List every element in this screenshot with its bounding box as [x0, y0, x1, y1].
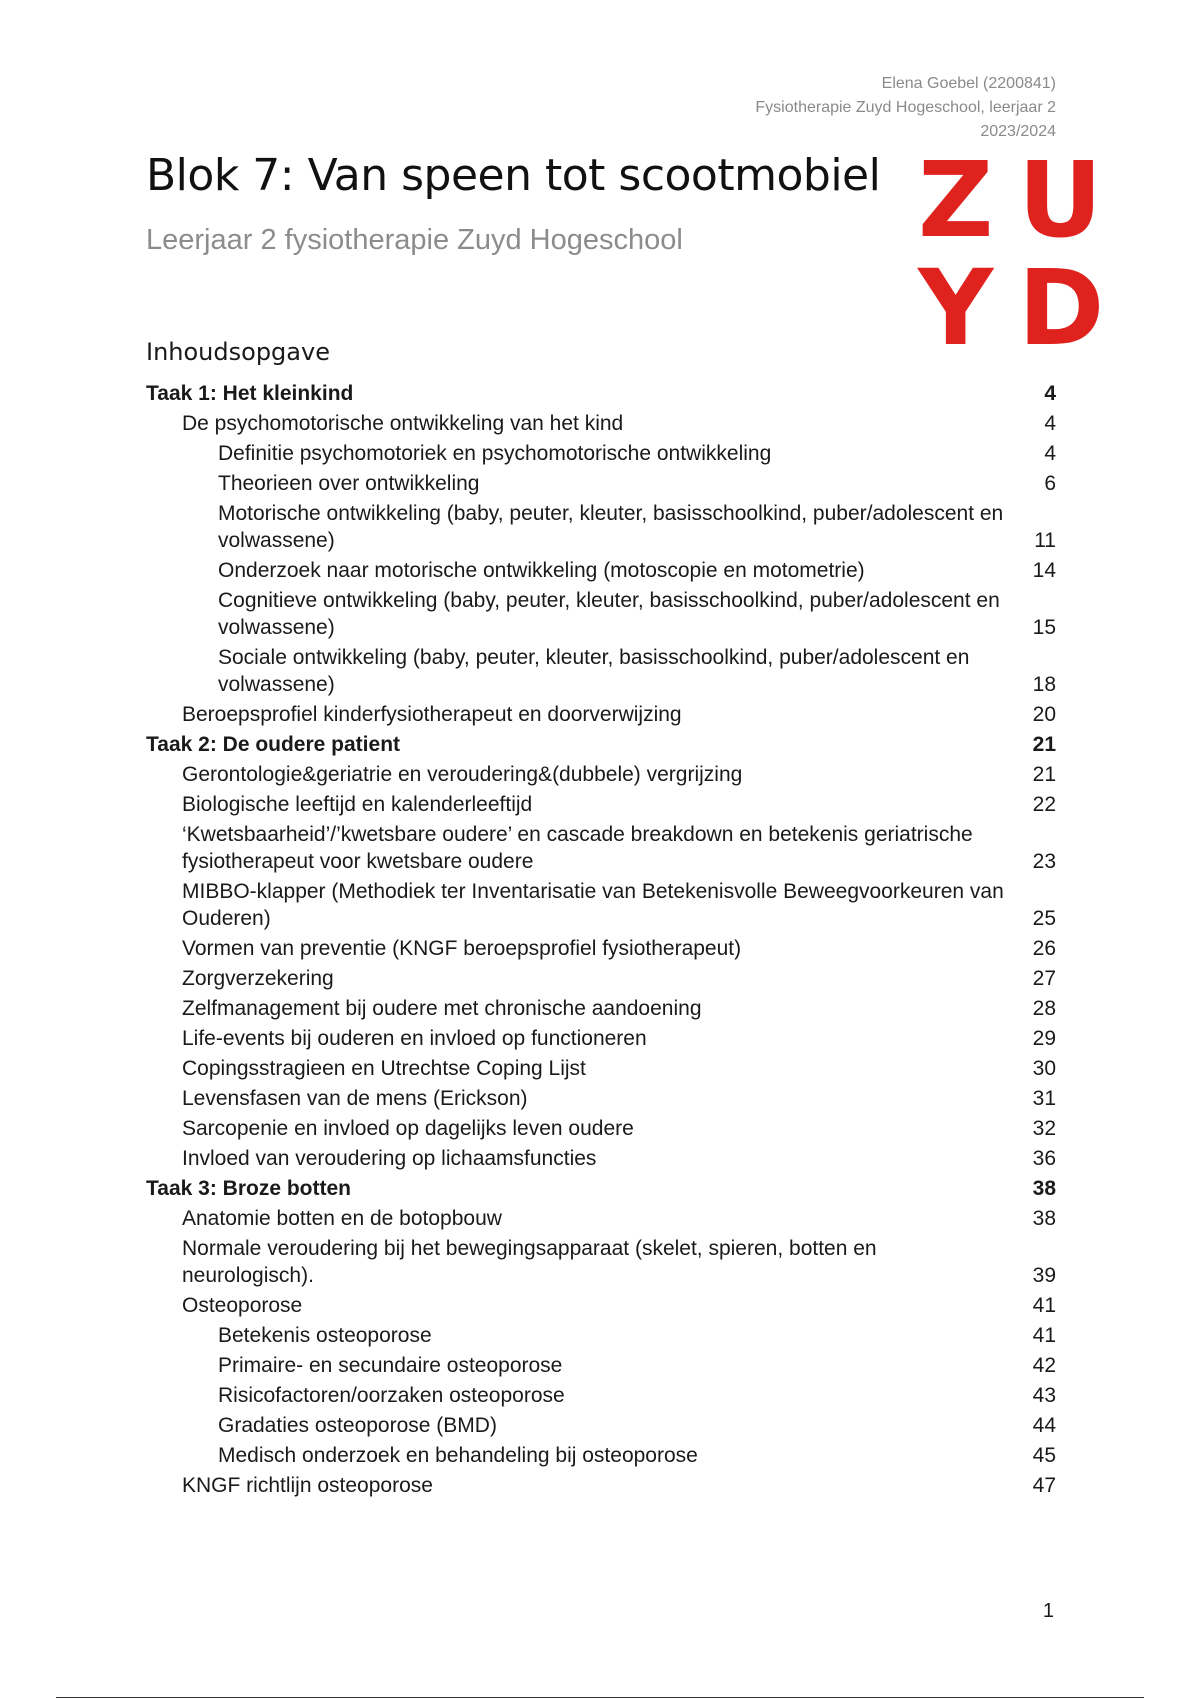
toc-entry[interactable]: [146, 761, 1056, 788]
toc-entry-page: 38: [1032, 1207, 1056, 1230]
document-meta: [755, 72, 1056, 144]
toc-entry[interactable]: [146, 1352, 1056, 1379]
toc-entry-title: Anatomie botten en de botopbouw: [182, 1207, 502, 1230]
toc-entry-page: 43: [1032, 1384, 1056, 1407]
toc-entry-page: 28: [1032, 997, 1056, 1020]
toc-entry-page: 21: [1032, 763, 1056, 786]
toc-entry-title: Taak 1: Het kleinkind: [146, 382, 354, 405]
toc-entry-title: Sarcopenie en invloed op dagelijks leven oudere: [182, 1117, 634, 1140]
logo-letter: U: [1018, 139, 1103, 261]
toc-entry-page: 36: [1032, 1147, 1056, 1170]
toc-entry-title: MIBBO-klapper (Methodiek ter Inventarisatie van Betekenisvolle Beweegvoorkeuren van Ouderen): [182, 880, 1004, 930]
toc-entry-page: 23: [1032, 850, 1056, 873]
toc-entry[interactable]: [146, 1055, 1056, 1082]
institution-line: Fysiotherapie Zuyd Hogeschool, leerjaar 2: [755, 99, 1056, 116]
toc-entry-title: Onderzoek naar motorische ontwikkeling (motoscopie en motometrie): [218, 559, 865, 582]
toc-entry[interactable]: [146, 1235, 1056, 1289]
toc-entry[interactable]: [146, 1442, 1056, 1469]
toc-entry[interactable]: [146, 1322, 1056, 1349]
toc-entry-page: 4: [1044, 442, 1056, 465]
toc-entry-title: Theorieen over ontwikkeling: [218, 472, 480, 495]
toc-entry-title: Gradaties osteoporose (BMD): [218, 1414, 497, 1437]
toc-entry-title: Invloed van veroudering op lichaamsfuncties: [182, 1147, 597, 1170]
toc-entry-title: Risicofactoren/oorzaken osteoporose: [218, 1384, 565, 1407]
toc-entry-title: Betekenis osteoporose: [218, 1324, 432, 1347]
toc-entry-page: 22: [1032, 793, 1056, 816]
toc-entry-page: 45: [1032, 1444, 1056, 1467]
toc-entry-page: 27: [1032, 967, 1056, 990]
toc-entry-page: 41: [1032, 1294, 1056, 1317]
toc-entry-page: 39: [1032, 1264, 1056, 1287]
toc-entry-page: 4: [1044, 412, 1056, 435]
toc-entry-title: De psychomotorische ontwikkeling van het kind: [182, 412, 624, 435]
toc-entry-title: Gerontologie&geriatrie en veroudering&(dubbele) vergrijzing: [182, 763, 743, 786]
toc-entry[interactable]: [146, 1115, 1056, 1142]
toc-entry[interactable]: [146, 731, 1056, 758]
toc-entry[interactable]: [146, 1025, 1056, 1052]
logo-letter: Z: [918, 139, 994, 261]
toc-entry[interactable]: [146, 878, 1056, 932]
toc-entry-title: Taak 3: Broze botten: [146, 1177, 351, 1200]
toc-entry-title: Normale veroudering bij het bewegingsapparaat (skelet, spieren, botten en neurologisch).: [182, 1237, 877, 1287]
year-line: 2023/2024: [980, 123, 1056, 140]
toc-entry-page: 31: [1032, 1087, 1056, 1110]
toc-entry-page: 20: [1032, 703, 1056, 726]
toc-entry-page: 15: [1032, 616, 1056, 639]
toc-entry-page: 18: [1032, 673, 1056, 696]
toc-entry-page: 41: [1032, 1324, 1056, 1347]
toc-entry-title: ‘Kwetsbaarheid’/’kwetsbare oudere’ en cascade breakdown en betekenis geriatrische fysiotherapeut voor kwetsbare oudere: [182, 823, 973, 873]
table-of-contents: [146, 380, 1056, 1502]
toc-entry-page: 26: [1032, 937, 1056, 960]
toc-entry-page: 44: [1032, 1414, 1056, 1437]
toc-entry[interactable]: [146, 1085, 1056, 1112]
toc-entry[interactable]: [146, 380, 1056, 407]
toc-entry[interactable]: [146, 1292, 1056, 1319]
toc-entry[interactable]: [146, 1382, 1056, 1409]
logo-letter: D: [1018, 247, 1105, 369]
toc-entry-title: Primaire- en secundaire osteoporose: [218, 1354, 563, 1377]
author-line: Elena Goebel (2200841): [881, 75, 1056, 92]
toc-entry-title: Copingsstragieen en Utrechtse Coping Lijst: [182, 1057, 586, 1080]
toc-entry[interactable]: [146, 995, 1056, 1022]
toc-entry[interactable]: [146, 965, 1056, 992]
toc-entry-title: Osteoporose: [182, 1294, 303, 1317]
toc-entry[interactable]: [146, 1412, 1056, 1439]
toc-entry-title: Cognitieve ontwikkeling (baby, peuter, kleuter, basisschoolkind, puber/adolescent en volwassene): [218, 589, 1000, 639]
toc-entry[interactable]: [146, 1145, 1056, 1172]
toc-entry[interactable]: [146, 701, 1056, 728]
toc-entry-page: 47: [1032, 1474, 1056, 1497]
toc-entry[interactable]: [146, 410, 1056, 437]
toc-entry-title: Medisch onderzoek en behandeling bij osteoporose: [218, 1444, 698, 1467]
toc-entry-page: 14: [1032, 559, 1056, 582]
toc-entry-title: Taak 2: De oudere patient: [146, 733, 401, 756]
document-title: Blok 7: Van speen tot scootmobiel: [146, 150, 881, 201]
page-divider: [56, 1697, 1144, 1698]
toc-entry-title: Motorische ontwikkeling (baby, peuter, kleuter, basisschoolkind, puber/adolescent en volwassene): [218, 502, 1004, 552]
toc-entry-page: 11: [1034, 529, 1056, 552]
toc-entry-page: 38: [1032, 1177, 1056, 1200]
toc-entry-title: Beroepsprofiel kinderfysiotherapeut en doorverwijzing: [182, 703, 682, 726]
toc-entry-page: 6: [1044, 472, 1056, 495]
toc-entry-title: Zelfmanagement bij oudere met chronische aandoening: [182, 997, 702, 1020]
toc-entry[interactable]: [146, 557, 1056, 584]
toc-entry-title: Life-events bij ouderen en invloed op functioneren: [182, 1027, 647, 1050]
toc-entry-title: Zorgverzekering: [182, 967, 334, 990]
toc-entry-page: 32: [1032, 1117, 1056, 1140]
toc-entry[interactable]: [146, 935, 1056, 962]
toc-entry[interactable]: [146, 1472, 1056, 1499]
toc-entry[interactable]: [146, 587, 1056, 641]
toc-entry-page: 42: [1032, 1354, 1056, 1377]
toc-entry-title: Sociale ontwikkeling (baby, peuter, kleuter, basisschoolkind, puber/adolescent en volwassene): [218, 646, 970, 696]
toc-entry[interactable]: [146, 821, 1056, 875]
toc-entry-title: Biologische leeftijd en kalenderleeftijd: [182, 793, 533, 816]
toc-entry[interactable]: [146, 1175, 1056, 1202]
document-subtitle: Leerjaar 2 fysiotherapie Zuyd Hogeschool: [146, 224, 683, 256]
toc-entry-title: Definitie psychomotoriek en psychomotorische ontwikkeling: [218, 442, 772, 465]
toc-entry-page: 4: [1044, 382, 1056, 405]
toc-entry[interactable]: [146, 440, 1056, 467]
zuyd-logo: [918, 139, 1105, 369]
logo-letter: Y: [918, 247, 994, 369]
toc-entry-page: 21: [1032, 733, 1056, 756]
toc-heading: Inhoudsopgave: [146, 338, 330, 366]
toc-entry[interactable]: [146, 791, 1056, 818]
toc-entry[interactable]: [146, 644, 1056, 698]
toc-entry-title: KNGF richtlijn osteoporose: [182, 1474, 433, 1497]
toc-entry-page: 29: [1032, 1027, 1056, 1050]
toc-entry-page: 25: [1032, 907, 1056, 930]
page-number: 1: [1042, 1600, 1054, 1622]
toc-entry[interactable]: [146, 470, 1056, 497]
toc-entry-page: 30: [1032, 1057, 1056, 1080]
toc-entry[interactable]: [146, 1205, 1056, 1232]
toc-entry-title: Levensfasen van de mens (Erickson): [182, 1087, 528, 1110]
toc-entry[interactable]: [146, 500, 1056, 554]
toc-entry-title: Vormen van preventie (KNGF beroepsprofiel fysiotherapeut): [182, 937, 742, 960]
